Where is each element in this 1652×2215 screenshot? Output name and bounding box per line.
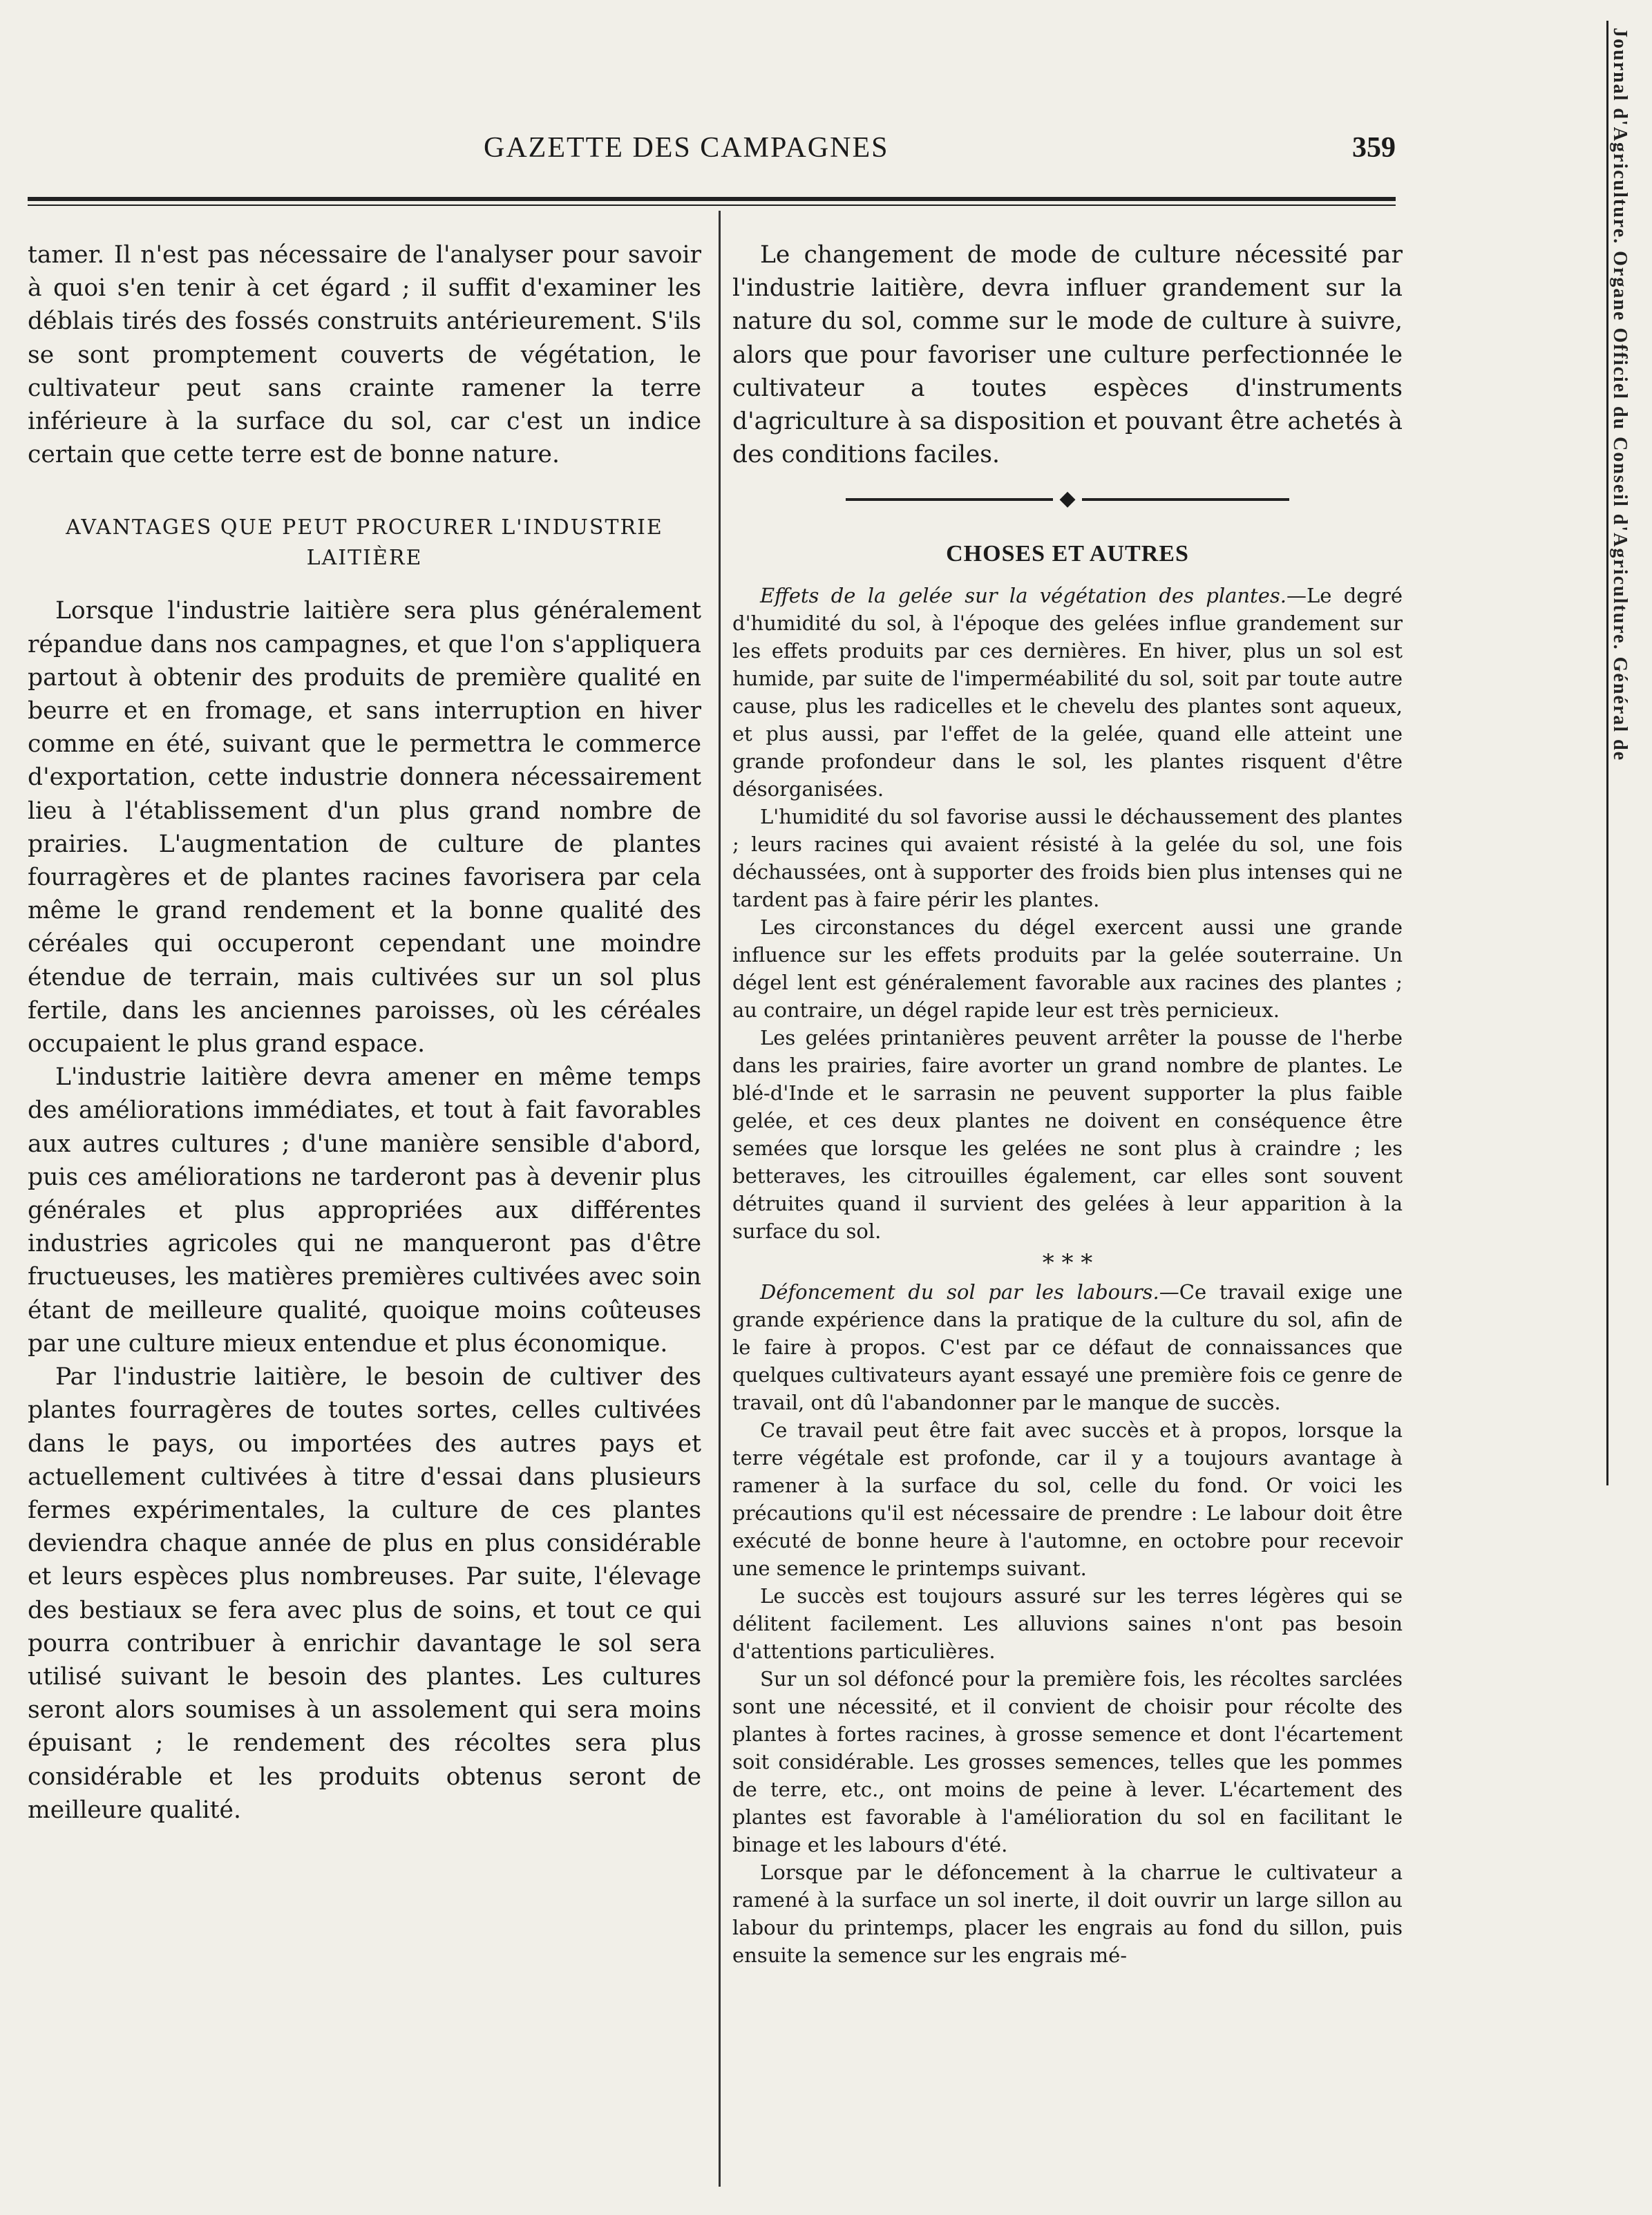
right-column — [732, 238, 1403, 1969]
paragraph: Le succès est toujours assuré sur les terres légères qui se délitent facilement. Les alluvions saines n'ont pas besoin d'attentions particulières. — [732, 1584, 1403, 1664]
page-title: GAZETTE DES CAMPAGNES — [484, 132, 889, 164]
separator-stars: * * * — [1042, 1249, 1093, 1277]
side-stamp-text: Journal d'Agriculture. Organe Officiel du Conseil d'Agriculture. Général de — [1609, 28, 1631, 762]
page-number: 359 — [1352, 132, 1396, 164]
paragraph: tamer. Il n'est pas nécessaire de l'analyser pour savoir à quoi s'en tenir à cet égard ; il suffit d'examiner les déblais tirés des fossés construits antérieurement. S'ils se sont promptement couverts de végétation, le cultivateur peut sans crainte ramener la terre inférieure à la surface du sol, car c'est un indice certain que cette terre est de bonne nature. — [28, 241, 701, 469]
paragraph: Par l'industrie laitière, le besoin de cultiver des plantes fourragères de toutes sortes, celles cultivées dans le pays, ou importées des autres pays et actuellement cultivées à titre d'essai dans plusieurs fermes expérimentales, la culture de ces plantes deviendra chaque année de plus en plus considérable et leurs espèces plus nombreuses. Par suite, l'élevage des bestiaux se fera avec plus de soins, et tout ce qui pourra contribuer à enrichir davantage le sol sera utilisé suivant le besoin des plantes. Les cultures seront alors soumises à un assolement qui sera moins épuisant ; le rendement des récoltes sera plus considérable et les produits obtenus seront de meilleure qualité. — [28, 1363, 701, 1824]
paragraph: Le changement de mode de culture nécessité par l'industrie laitière, devra influer grandement sur la nature du sol, comme sur le mode de culture à suivre, alors que pour favoriser une culture perfectionnée le cultivateur a toutes espèces d'instruments d'agriculture à sa disposition et pouvant être achetés à des conditions faciles. — [732, 241, 1403, 469]
paragraph: L'humidité du sol favorise aussi le déchaussement des plantes ; leurs racines qui avaient résisté à la gelée du sol, une fois déchaussées, ont à supporter des froids bien plus intenses qui ne tardent pas à faire périr les plantes. — [732, 805, 1403, 912]
paragraph: Les gelées printanières peuvent arrêter la pousse de l'herbe dans les prairies, faire avorter un grand nombre de plantes. Le blé-d'Inde et le sarrasin ne peuvent supporter la plus faible gelée, et ces deux plantes ne doivent en conséquence être semées que lorsque les gelées ne sont plus à craindre ; les betteraves, les citrouilles également, car elles sont souvent détruites quand il survient des gelées à leur apparition à la surface du sol. — [732, 1026, 1403, 1244]
header-rule-thin — [28, 205, 1396, 206]
paragraph: L'industrie laitière devra amener en même temps des améliorations immédiates, et tout à fait favorables aux autres cultures ; d'une manière sensible d'abord, puis ces améliorations ne tarderont pas à devenir plus générales et plus appropriées aux différentes industries agricoles qui ne manqueront pas d'être fructueuses, les matières premières cultivées avec soin étant de meilleure qualité, quoique moins coûteuses par une culture mieux entendue et plus économique. — [28, 1063, 701, 1358]
paragraph: Effets de la gelée sur la végétation des plantes.—Le degré d'humidité du sol, à l'époque des gelées influe grandement sur les effets produits par ces dernières. En hiver, plus un sol est humide, par suite de l'imperméabilité du sol, soit par toute autre cause, plus les radicelles et le chevelu des plantes sont aqueux, et plus aussi, par l'effet de la gelée, quand elle atteint une grande profondeur dans le sol, les plantes risquent d'être désorganisées. — [732, 584, 1403, 801]
paragraph: Lorsque l'industrie laitière sera plus généralement répandue dans nos campagnes, et que l'on s'appliquera partout à obtenir des produits de première qualité en beurre et en fromage, et sans interruption en hiver comme en été, suivant que le permettra le commerce d'exportation, cette industrie donnera nécessairement lieu à l'établissement d'un plus grand nombre de prairies. L'augmentation de culture de plantes fourragères et de plantes racines favorisera par cela même le grand rendement et la bonne qualité des céréales qui occuperont cependant une moindre étendue de terrain, mais cultivées sur un sol plus fertile, dans les anciennes paroisses, où les céréales occupaient le plus grand espace. — [28, 597, 701, 1058]
paragraph: Défoncement du sol par les labours.—Ce travail exige une grande expérience dans la pratique de la culture du sol, afin de le faire à propos. C'est par ce défaut de connaissances que quelques cultivateurs ayant essayé une première fois ce genre de travail, ont dû l'abandonner par le manque de succès. — [732, 1280, 1403, 1415]
item-title: Défoncement du sol par les labours. — [760, 1280, 1159, 1304]
header-rule — [28, 197, 1396, 201]
section-ornament: ◆ — [732, 485, 1403, 513]
paragraph: Les circonstances du dégel exercent aussi une grande influence sur les effets produits par la gelée souterraine. Un dégel lent est généralement favorable aux racines des plantes ; au contraire, un dégel rapide leur est très pernicieux. — [732, 915, 1403, 1023]
item-title: Effets de la gelée sur la végétation des plantes. — [760, 584, 1287, 608]
page-header — [28, 131, 1396, 173]
column-divider — [719, 211, 721, 2187]
left-column — [28, 238, 701, 1827]
paragraph: Ce travail peut être fait avec succès et à propos, lorsque la terre végétale est profonde, car il y a toujours avantage à ramener à la surface du sol, celle du fond. Or voici les précautions qu'il est nécessaire de prendre : Le labour doit être exécuté de bonne heure à l'automne, en octobre pour recevoir une semence le printemps suivant. — [732, 1418, 1403, 1581]
paragraph: Lorsque par le défoncement à la charrue le cultivateur a ramené à la surface un sol inerte, il doit ouvrir un large sillon au labour du printemps, placer les engrais au fond du sillon, puis ensuite la semence sur les engrais mé- — [732, 1861, 1403, 1968]
section-heading: CHOSES ET AUTRES — [946, 541, 1189, 567]
article-heading: AVANTAGES QUE PEUT PROCURER L'INDUSTRIE LAITIÈRE — [66, 515, 663, 571]
paragraph: Sur un sol défoncé pour la première fois, les récoltes sarclées sont une nécessité, et il convient de choisir pour récolte des plantes à fortes racines, à grosse semence et dont l'écartement soit considérable. Les grosses semences, telles que les pommes de terre, etc., ont moins de peine à lever. L'écartement des plantes est favorable à l'amélioration du sol en facilitant le binage et les labours d'été. — [732, 1667, 1403, 1857]
